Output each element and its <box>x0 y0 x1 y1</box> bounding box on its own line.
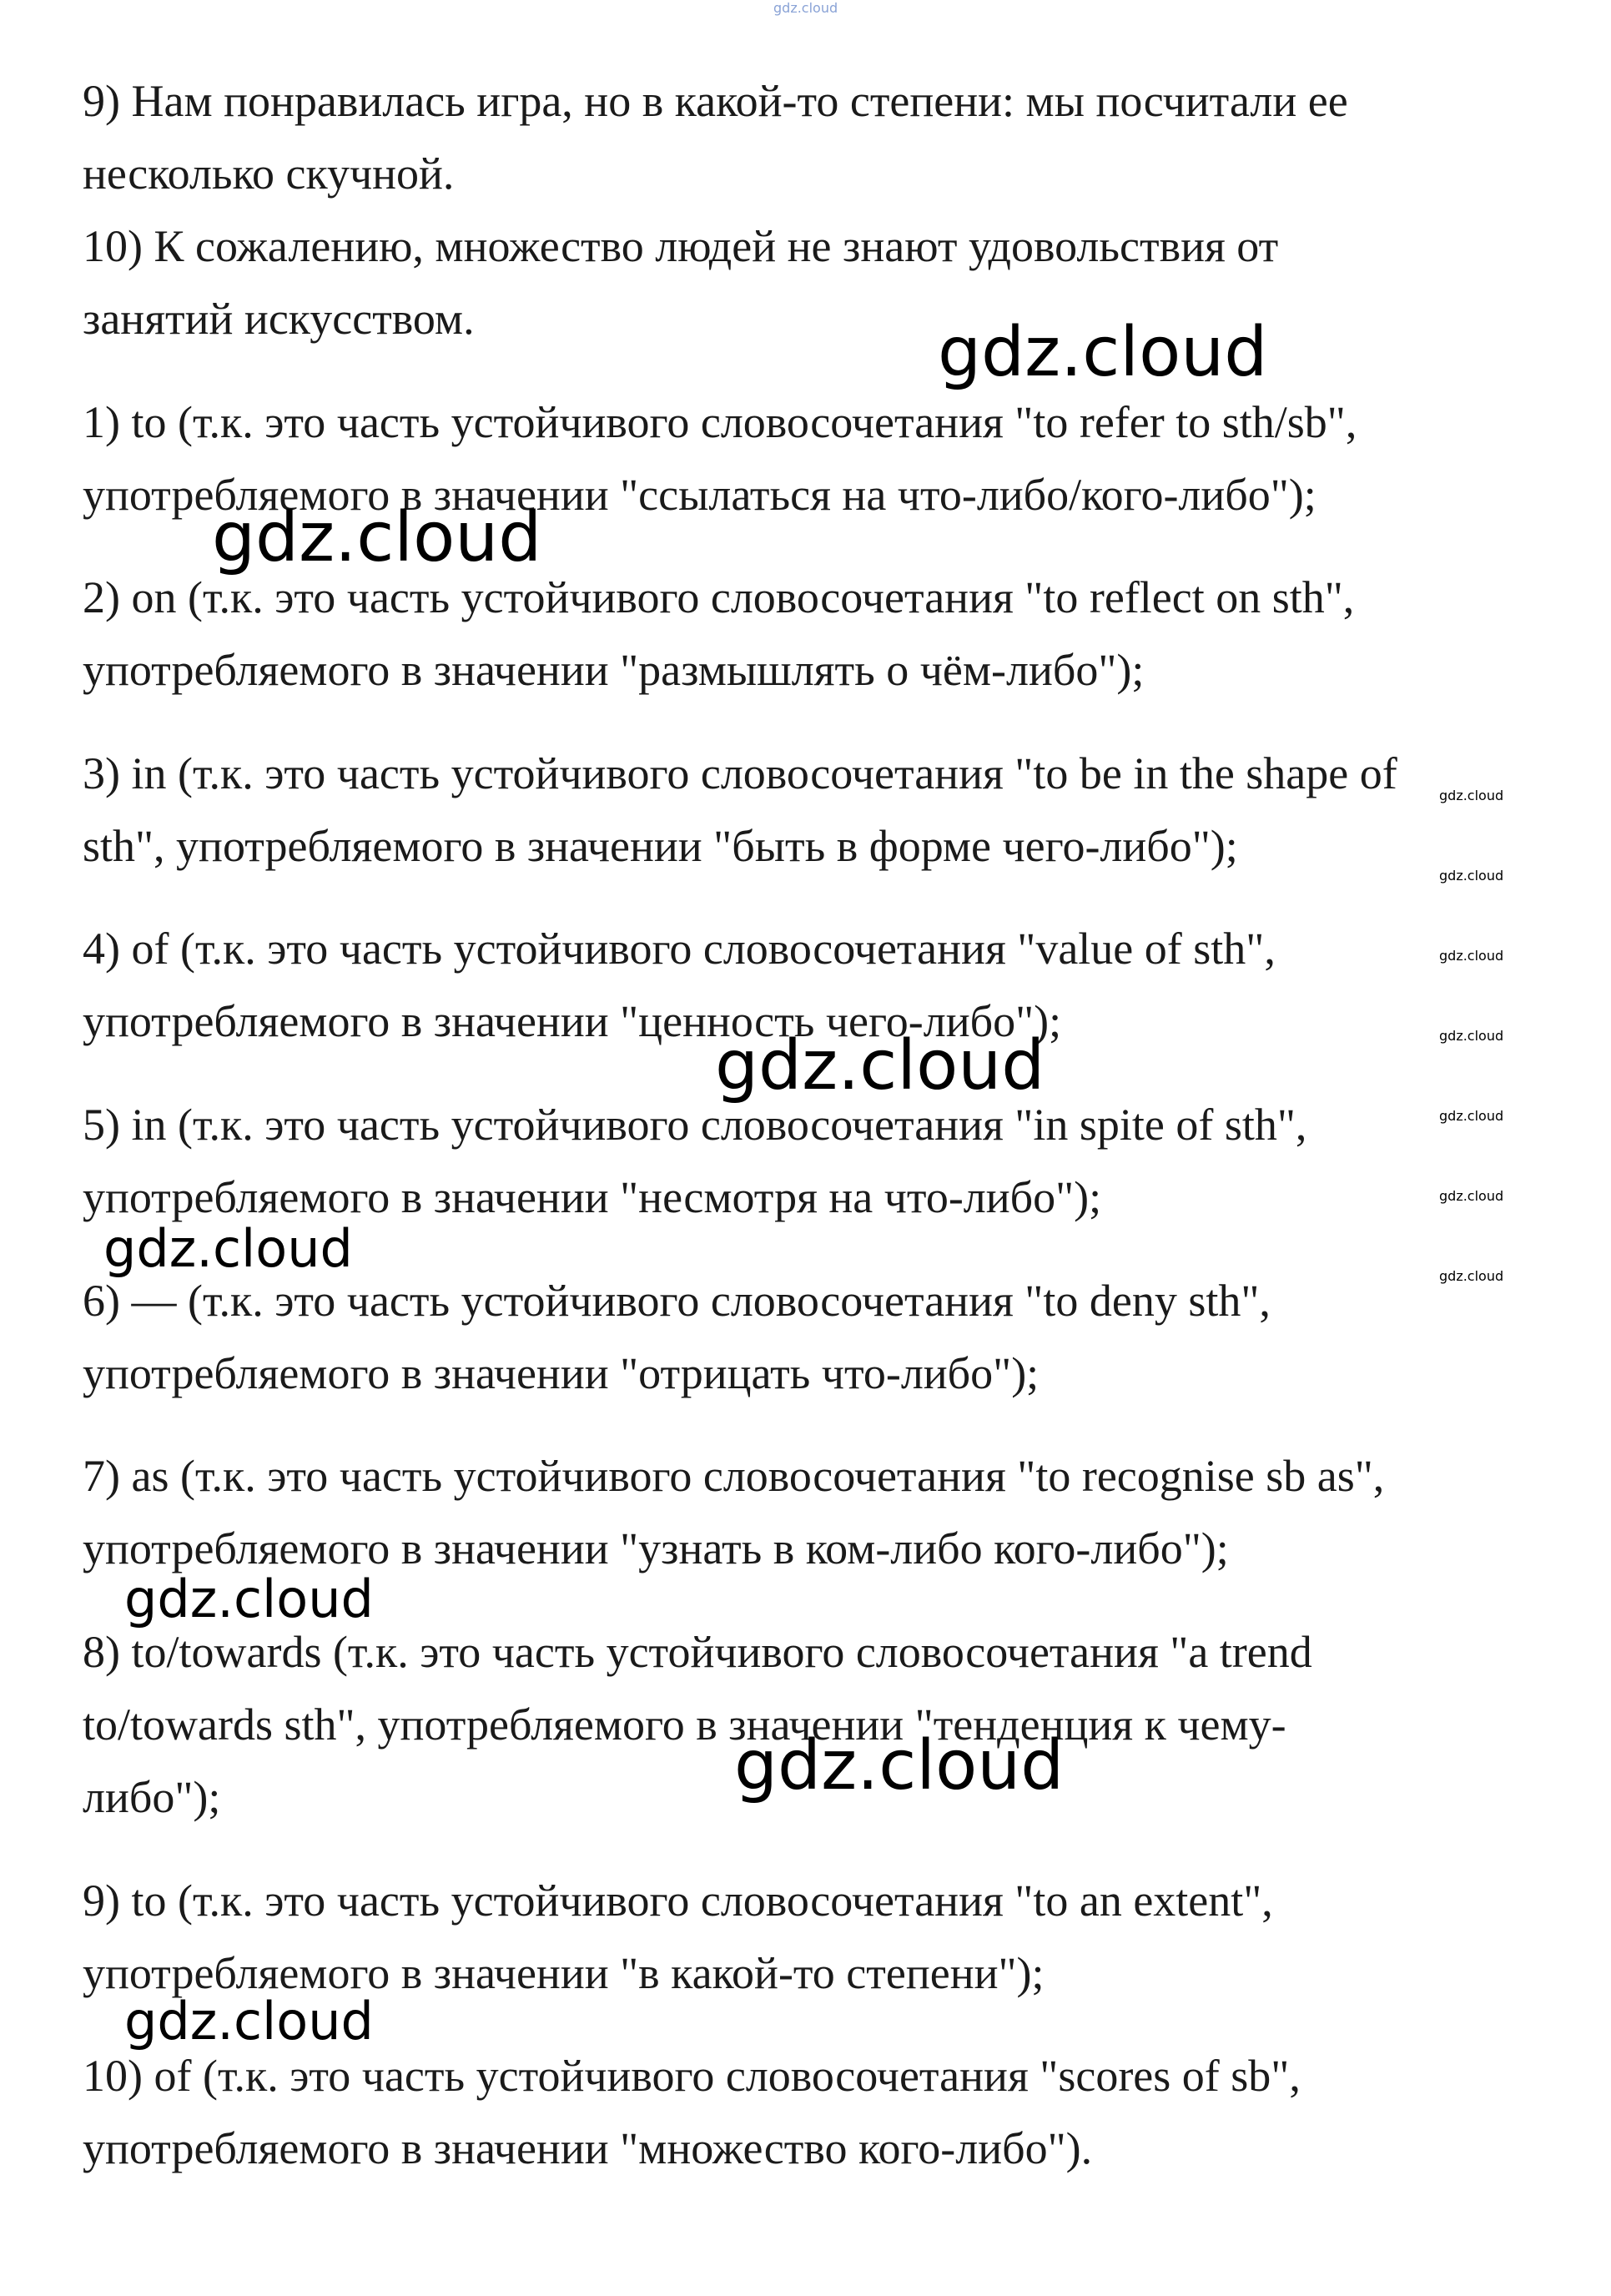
watermark: gdz.cloud <box>1439 1108 1504 1124</box>
answer-line: употребляемого в значении "ссылаться на что-либо/кого-либо"); <box>83 470 1316 520</box>
answer-line: 3) in (т.к. это часть устойчивого словосочетания "to be in the shape of <box>83 748 1397 798</box>
watermark: gdz.cloud <box>1439 948 1504 964</box>
answer-9 <box>83 1865 1551 2010</box>
answer-line: 2) on (т.к. это часть устойчивого словосочетания "to reflect on sth", <box>83 572 1355 622</box>
answer-line: употребляемого в значении "множество кого-либо"). <box>83 2123 1093 2173</box>
translation-block <box>83 65 1551 355</box>
answer-line: употребляемого в значении "узнать в ком-либо кого-либо"); <box>83 1523 1229 1573</box>
answer-line: 7) as (т.к. это часть устойчивого словосочетания "to recognise sb as", <box>83 1451 1385 1501</box>
watermark: gdz.cloud <box>734 1726 1065 1805</box>
watermark: gdz.cloud <box>124 1991 374 2052</box>
answer-line: 9) to (т.к. это часть устойчивого словосочетания "to an extent", <box>83 1876 1273 1926</box>
translation-line: несколько скучной. <box>83 149 455 199</box>
answer-line: 6) — (т.к. это часть устойчивого словосочетания "to deny sth", <box>83 1276 1271 1326</box>
answer-10 <box>83 2040 1551 2185</box>
watermark: gdz.cloud <box>1439 868 1504 884</box>
translation-line: 10) К сожалению, множество людей не знают удовольствия от <box>83 221 1279 271</box>
translation-line: занятий искусством. <box>83 294 475 344</box>
answer-line: 8) to/towards (т.к. это часть устойчивого словосочетания "a trend <box>83 1627 1312 1677</box>
watermark: gdz.cloud <box>1439 788 1504 803</box>
answer-line: употребляемого в значении "несмотря на что-либо"); <box>83 1172 1102 1222</box>
watermark: gdz.cloud <box>1439 1188 1504 1204</box>
answer-line: sth", употребляемого в значении "быть в форме чего-либо"); <box>83 821 1238 871</box>
watermark: gdz.cloud <box>1439 1268 1504 1284</box>
answer-line: to/towards sth", употребляемого в значении "тенденция к чему- <box>83 1699 1286 1750</box>
answer-line: 1) to (т.к. это часть устойчивого словосочетания "to refer to sth/sb", <box>83 397 1357 447</box>
answer-6 <box>83 1265 1551 1410</box>
watermark: gdz.cloud <box>124 1568 374 1629</box>
translation-line: 9) Нам понравилась игра, но в какой-то степени: мы посчитали ее <box>83 76 1348 126</box>
watermark: gdz.cloud <box>715 1026 1045 1105</box>
answer-2 <box>83 561 1551 707</box>
answer-line: употребляемого в значении "в какой-то степени"); <box>83 1948 1045 1998</box>
answer-7 <box>83 1440 1551 1585</box>
answer-line: либо"); <box>83 1772 221 1822</box>
watermark: gdz.cloud <box>103 1218 353 1279</box>
answer-line: употребляемого в значении "ценность чего-либо"); <box>83 996 1062 1046</box>
top-watermark: gdz.cloud <box>773 0 838 16</box>
watermark: gdz.cloud <box>938 313 1268 392</box>
answer-line: 4) of (т.к. это часть устойчивого словосочетания "value of sth", <box>83 924 1276 974</box>
answer-line: употребляемого в значении "размышлять о чём-либо"); <box>83 645 1145 695</box>
answer-line: употребляемого в значении "отрицать что-либо"); <box>83 1348 1040 1398</box>
answer-3 <box>83 738 1551 883</box>
watermark: gdz.cloud <box>1439 1028 1504 1044</box>
answer-line: 10) of (т.к. это часть устойчивого словосочетания "scores of sb", <box>83 2051 1301 2101</box>
answer-line: 5) in (т.к. это часть устойчивого словосочетания "in spite of sth", <box>83 1100 1307 1150</box>
answer-5 <box>83 1089 1551 1234</box>
watermark: gdz.cloud <box>212 498 542 577</box>
